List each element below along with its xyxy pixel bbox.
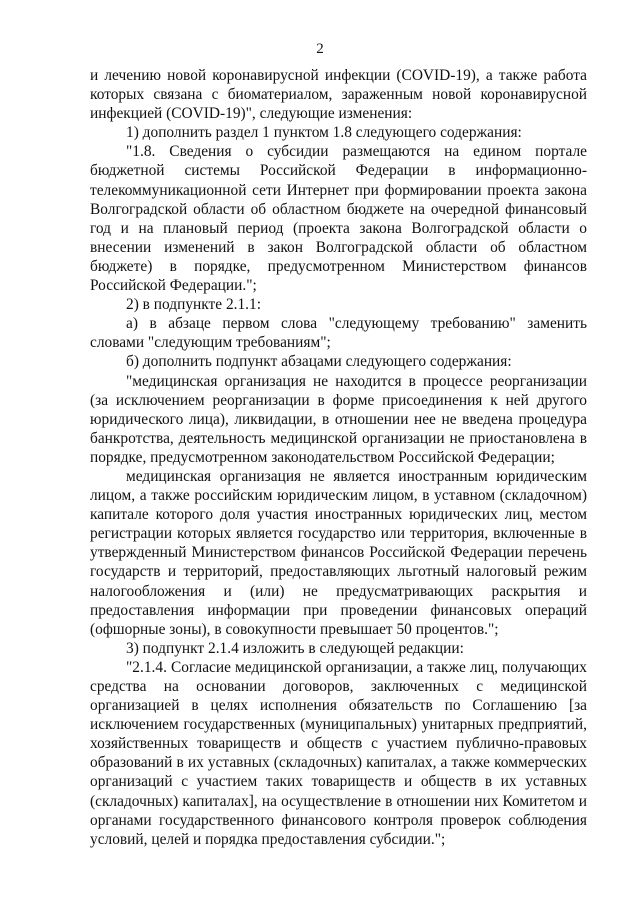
- paragraph-clause-1-8: "1.8. Сведения о субсидии размещаются на едином портале бюджетной системы Российской Федерации в информационно-телекоммуникационной сети Интернет при формировании проекта закона Волгоградской области об областном бюджете на очередной финансовый год и на плановый период (проекта закона Волгоградской области о внесении изменений в закон Волгоградской области об областном бюджете) в порядке, предусмотренном Министерством финансов Российской Федерации.";: [90, 143, 587, 295]
- paragraph-clause-2-1-4: "2.1.4. Согласие медицинской организации, а также лиц, получающих средства на основании договоров, заключенных с медицинской организацией в целях исполнения обязательств по Соглашению [за исключением государственных (муниципальных) унитарных предприятий, хозяйственных товариществ и обществ с участием публично-правовых образований в их уставных (складочных) капиталах, а также коммерческих организаций с участием таких товариществ и обществ в их уставных (складочных) капиталах], на осуществление в отношении них Комитетом и органами государственного финансового контроля проверок соблюдения условий, целей и порядка предоставления субсидии.";: [90, 658, 587, 848]
- paragraph-item-3: 3) подпункт 2.1.4 изложить в следующей редакции:: [126, 639, 464, 657]
- paragraph-item-2a: а) в абзаце первом слова "следующему требованию" заменить словами "следующим требованиям";: [90, 315, 587, 352]
- paragraph-item-1: 1) дополнить раздел 1 пунктом 1.8 следующего содержания:: [126, 124, 522, 142]
- paragraph-foreign-entity: медицинская организация не является иностранным юридическим лицом, а также российским юридическим лицом, в уставном (складочном) капитале которого доля участия иностранных юридических лиц, местом регистрации которых является государство или территория, включенные в утвержденный Министерством финансов Российской Федерации перечень государств и территорий, предоставляющих льготный налоговый режим налогообложения и (или) не предусматривающих раскрытия и предоставления информации при проведении финансовых операций (офшорные зоны), в совокупности превышает 50 процентов.";: [90, 467, 587, 638]
- paragraph-reorganization: "медицинская организация не находится в процессе реорганизации (за исключением реорганизации в форме присоединения к ней другого юридического лица), ликвидации, в отношении нее не введена процедура банкротства, деятельность медицинской организации не приостановлена в порядке, предусмотренном законодательством Российской Федерации;: [90, 372, 587, 466]
- document-body: [90, 66, 587, 849]
- paragraph-item-2b: б) дополнить подпункт абзацами следующего содержания:: [126, 353, 512, 371]
- page-number: 2: [316, 41, 324, 57]
- paragraph-item-2: 2) в подпункте 2.1.1:: [126, 296, 262, 314]
- paragraph-continuation: и лечению новой коронавирусной инфекции (COVID-19), а также работа которых связана с биоматериалом, зараженным новой коронавирусной инфекцией (COVID-19)", следующие изменения:: [90, 67, 587, 123]
